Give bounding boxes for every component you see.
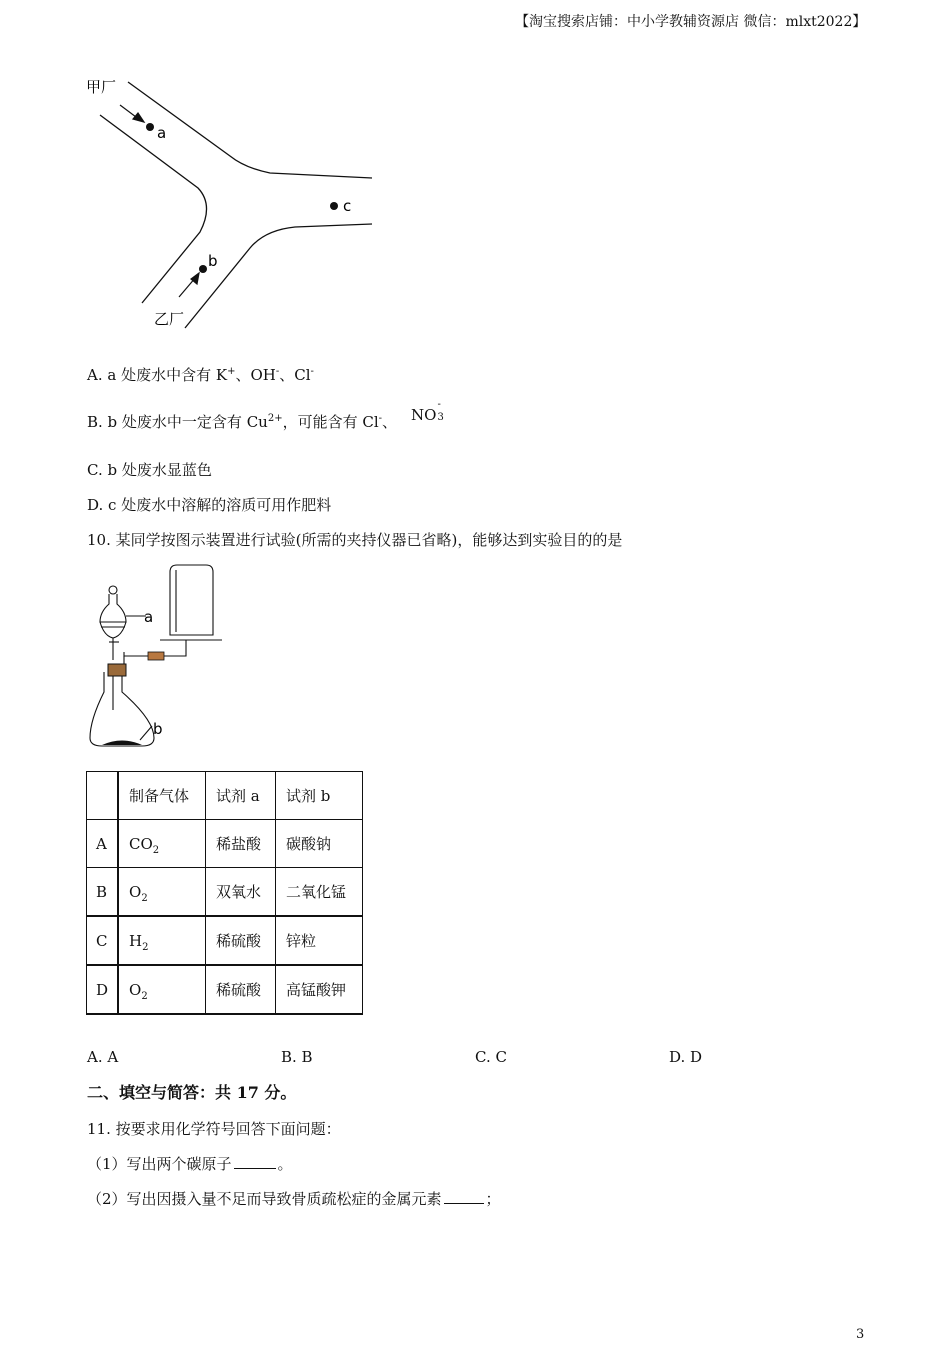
gas-apparatus-diagram — [82, 560, 232, 750]
answer-blank — [234, 1154, 276, 1169]
solid-reagent-b — [102, 741, 142, 746]
table-cell-reagent-a: 稀硫酸 — [206, 916, 276, 965]
label-yi: 乙厂 — [154, 310, 185, 328]
table-cell-gas: $CO_2$ — [118, 820, 206, 868]
point-a-dot — [146, 123, 154, 131]
table-cell-key: D — [87, 965, 119, 1014]
answer-blank — [444, 1189, 484, 1204]
river-lower-bank — [185, 224, 372, 328]
q10-choice-a: A. A — [87, 1048, 119, 1066]
funnel-stopper — [109, 586, 117, 594]
flask-stopper — [108, 664, 126, 676]
table-cell-reagent-b: 高锰酸钾 — [276, 965, 363, 1014]
q11-stem: 11. 按要求用化学符号回答下面问题： — [87, 1120, 341, 1138]
rubber-connector — [148, 652, 164, 660]
q10-choice-d: D. D — [669, 1048, 703, 1066]
table-row — [87, 868, 363, 917]
funnel-body — [100, 594, 126, 622]
table-row — [87, 916, 363, 965]
apparatus-label-b: b — [153, 720, 163, 738]
table-cell-reagent-b: 锌粒 — [276, 916, 363, 965]
table-header-cell — [87, 772, 119, 820]
q10-table — [86, 771, 363, 1015]
q9-option-b: B. b 处废水中一定含有 $Cu^{2+}$，可能含有 Cl-、 — [87, 413, 398, 431]
page-number: 3 — [856, 1327, 865, 1342]
nitrate-formula: NO - 3 — [411, 399, 444, 424]
q10-stem: 10. 某同学按图示装置进行试验(所需的夹持仪器已省略)，能够达到实验目的的是 — [87, 531, 623, 549]
table-cell-key: B — [87, 868, 119, 917]
q11-sub2: （2）写出因摄入量不足而导致骨质疏松症的金属元素 ； — [87, 1190, 501, 1208]
point-b-dot — [199, 265, 207, 273]
q9-option-a: A. a 处废水中含有 K+、OH-、Cl- — [87, 366, 314, 384]
label-point-b: b — [208, 252, 218, 270]
apparatus-label-a: a — [144, 608, 154, 626]
label-point-c: c — [343, 197, 352, 215]
table-cell-gas: $O_2$ — [118, 868, 206, 917]
point-c-dot — [330, 202, 338, 210]
label-b-leader — [140, 726, 152, 740]
table-header-cell: 试剂 b — [276, 772, 363, 820]
table-cell-gas: $H_2$ — [118, 916, 206, 965]
table-cell-key: A — [87, 820, 119, 868]
table-cell-reagent-a: 双氧水 — [206, 868, 276, 917]
table-row — [87, 820, 363, 868]
page-header: 【淘宝搜索店铺：中小学教辅资源店 微信：mlxt2022】 — [515, 14, 867, 30]
section-title: 二、填空与简答：共 17 分。 — [87, 1083, 297, 1102]
label-point-a: a — [157, 124, 167, 142]
q9-option-c: C. b 处废水显蓝色 — [87, 461, 212, 479]
funnel-lower — [100, 622, 126, 638]
table-cell-reagent-b: 二氧化锰 — [276, 868, 363, 917]
label-jia: 甲厂 — [86, 78, 117, 96]
table-header-row — [87, 772, 363, 820]
q9-option-d: D. c 处废水中溶解的溶质可用作肥料 — [87, 496, 332, 514]
table-cell-reagent-a: 稀硫酸 — [206, 965, 276, 1014]
q10-choice-b: B. B — [281, 1048, 313, 1066]
table-cell-reagent-b: 碳酸钠 — [276, 820, 363, 868]
q10-choice-c: C. C — [475, 1048, 507, 1066]
q11-sub1: （1）写出两个碳原子 。 — [87, 1155, 293, 1173]
river-left-bank — [100, 115, 207, 303]
arrow-a-head — [133, 113, 144, 122]
table-header-cell: 试剂 a — [206, 772, 276, 820]
table-header-cell: 制备气体 — [118, 772, 206, 820]
table-cell-reagent-a: 稀盐酸 — [206, 820, 276, 868]
table-row — [87, 965, 363, 1014]
table-cell-key: C — [87, 916, 119, 965]
table-cell-gas: $O_2$ — [118, 965, 206, 1014]
river-diagram — [80, 70, 380, 335]
